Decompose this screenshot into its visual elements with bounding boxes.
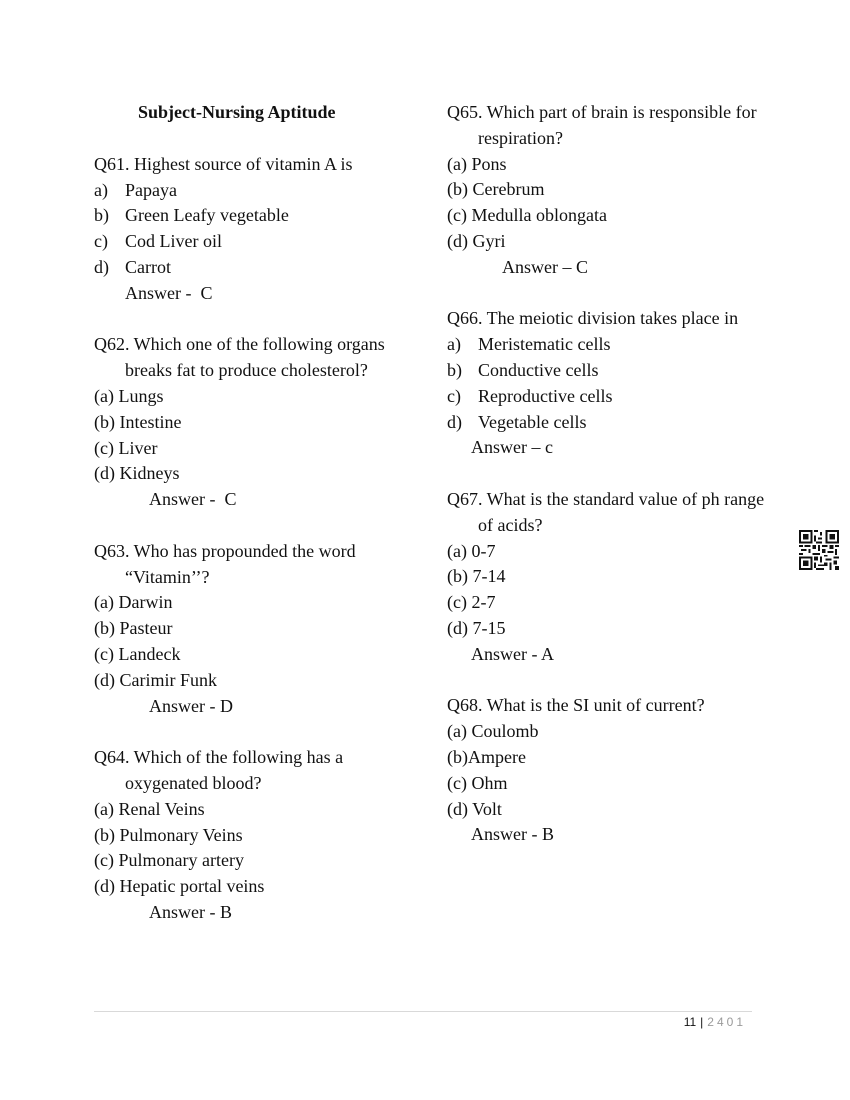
option-b: b) Green Leafy vegetable <box>94 205 289 226</box>
option-b: (b) Intestine <box>94 411 182 432</box>
option-a: (a) Coulomb <box>447 721 539 742</box>
question-text: Q64. Which of the following has a oxygenated blood? <box>94 747 344 793</box>
answer-text: Answer - B <box>471 824 554 845</box>
option-d: d) Carrot <box>94 256 171 277</box>
option-c: (c) 2-7 <box>447 592 496 613</box>
option-c: (c) Medulla oblongata <box>447 205 607 226</box>
option-c: c) Cod Liver oil <box>94 231 222 252</box>
option-d: d) Vegetable cells <box>447 411 587 432</box>
option-c: (c) Liver <box>94 437 158 458</box>
option-c: (c) Pulmonary artery <box>94 850 244 871</box>
option-b: (b) 7-14 <box>447 566 506 587</box>
question-text: Q62. Which one of the following organs breaks fat to produce cholesterol? <box>94 334 385 381</box>
answer-text: Answer – c <box>471 437 553 458</box>
question-block-q61 <box>94 152 414 307</box>
option-d: (d) Gyri <box>447 230 506 251</box>
answer-text: Answer - C <box>125 282 213 303</box>
option-a: (a) Lungs <box>94 385 164 406</box>
question-block-q65 <box>447 100 767 281</box>
option-d: (d) Volt <box>447 798 502 819</box>
option-a: a) Meristematic cells <box>447 334 611 355</box>
qr-code-icon <box>799 530 839 570</box>
question-text: Q68. What is the SI unit of current? <box>447 695 705 716</box>
question-text: Q63. Who has propounded the word “Vitamin’’? <box>94 540 356 587</box>
option-a: (a) Darwin <box>94 592 173 613</box>
footer-divider <box>94 1011 752 1012</box>
option-c: (c) Ohm <box>447 772 508 793</box>
option-a: (a) 0-7 <box>447 540 496 561</box>
right-column <box>447 100 767 848</box>
page-number: 11 <box>683 1015 697 1029</box>
question-block-q62 <box>94 332 414 513</box>
option-a: (a) Renal Veins <box>94 798 205 819</box>
answer-text: Answer – C <box>502 256 588 277</box>
option-b: (b) Cerebrum <box>447 179 545 200</box>
question-text: Q66. The meiotic division takes place in <box>447 308 739 329</box>
question-block-q63 <box>94 539 414 720</box>
answer-text: Answer - B <box>149 901 232 922</box>
question-block-q67 <box>447 487 767 668</box>
question-text: Q61. Highest source of vitamin A is <box>94 153 353 174</box>
subject-title: Subject-Nursing Aptitude <box>138 102 336 122</box>
question-block-q68 <box>447 693 767 848</box>
option-c: c) Reproductive cells <box>447 385 613 406</box>
option-a: a) Papaya <box>94 179 177 200</box>
option-b: (b)Ampere <box>447 746 526 767</box>
left-column <box>94 100 414 926</box>
footer-separator: | <box>700 1015 704 1029</box>
option-a: (a) Pons <box>447 153 507 174</box>
option-b: (b) Pulmonary Veins <box>94 824 243 845</box>
answer-text: Answer - C <box>149 489 237 510</box>
question-text: Q65. Which part of brain is responsible for respiration? <box>447 102 757 148</box>
option-c: (c) Landeck <box>94 643 181 664</box>
answer-text: Answer - D <box>149 695 233 716</box>
option-d: (d) Kidneys <box>94 463 180 484</box>
question-text: Q67. What is the standard value of ph range of acids? <box>447 488 765 535</box>
question-block-q64 <box>94 745 414 926</box>
option-d: (d) Carimir Funk <box>94 669 217 690</box>
answer-text: Answer - A <box>471 643 554 664</box>
option-b: b) Conductive cells <box>447 359 599 380</box>
option-d: (d) Hepatic portal veins <box>94 876 265 897</box>
document-code: 2401 <box>707 1015 746 1029</box>
question-block-q66 <box>447 306 767 461</box>
option-d: (d) 7-15 <box>447 617 506 638</box>
option-b: (b) Pasteur <box>94 618 173 639</box>
page-footer <box>684 1015 746 1029</box>
